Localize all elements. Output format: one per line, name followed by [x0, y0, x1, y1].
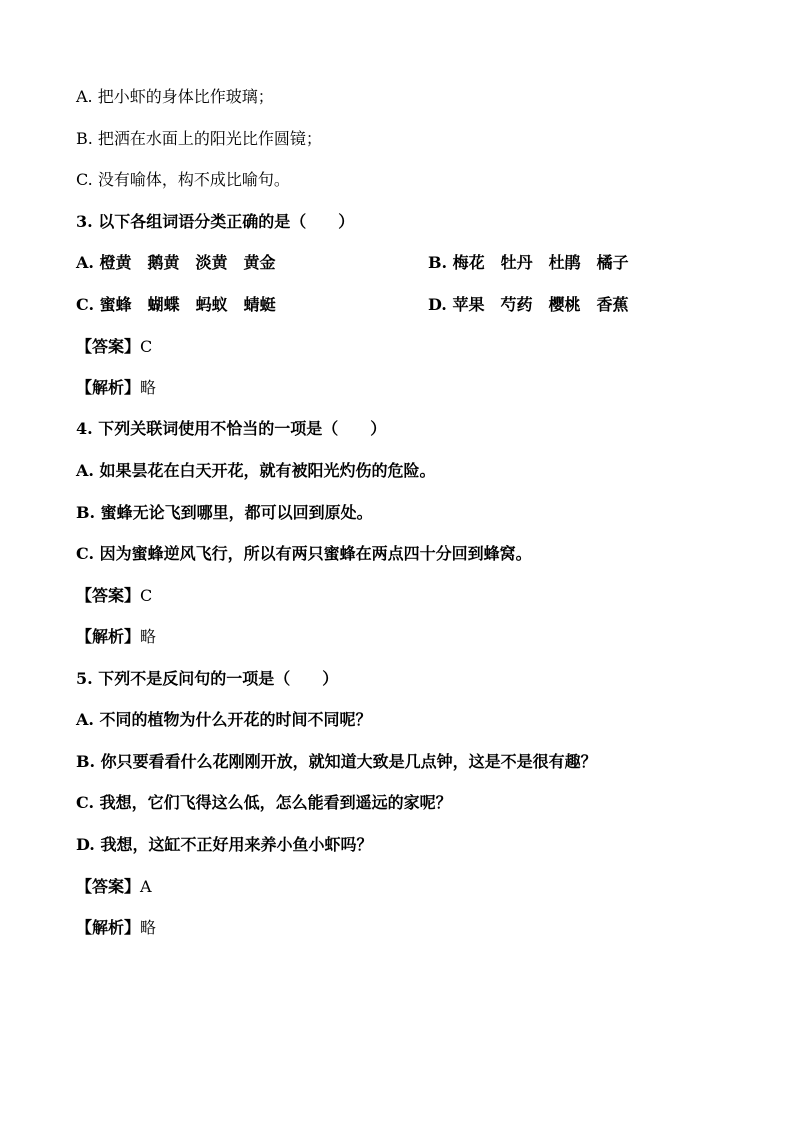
q4-option-a: A. 如果昙花在白天开花，就有被阳光灼伤的危险。	[76, 461, 436, 480]
q3-option-d: D. 苹果 芍药 樱桃 香蕉	[428, 295, 629, 314]
q3-options-row2	[76, 295, 629, 315]
q3-option-b: B. 梅花 牡丹 杜鹃 橘子	[428, 253, 629, 272]
q2-option-b: B. 把洒在水面上的阳光比作圆镜；	[76, 129, 322, 148]
q5-option-d: D. 我想，这缸不正好用来养小鱼小虾吗？	[76, 835, 373, 854]
q5-option-b: B. 你只要看看什么花刚刚开放，就知道大致是几点钟，这是不是很有趣？	[76, 752, 597, 771]
analysis-value: 略	[140, 378, 157, 397]
q5-option-c: C. 我想，它们飞得这么低，怎么能看到遥远的家呢？	[76, 793, 452, 812]
answer-label: 【答案】	[76, 877, 141, 896]
analysis-label: 【解析】	[76, 918, 141, 937]
answer-value: C	[140, 586, 153, 605]
q3-option-a: A. 橙黄 鹅黄 淡黄 黄金	[76, 253, 276, 272]
q5-answer	[76, 877, 152, 897]
q4-stem: 4. 下列关联词使用不恰当的一项是（ ）	[76, 419, 387, 438]
q2-option-c: C. 没有喻体，构不成比喻句。	[76, 170, 290, 189]
q3-answer	[76, 337, 152, 357]
answer-value: A	[140, 877, 152, 896]
q5-analysis	[76, 918, 156, 938]
q4-option-b: B. 蜜蜂无论飞到哪里，都可以回到原处。	[76, 503, 373, 522]
q4-analysis	[76, 627, 156, 647]
analysis-value: 略	[140, 918, 157, 937]
answer-label: 【答案】	[76, 337, 141, 356]
q2-option-a: A. 把小虾的身体比作玻璃；	[76, 87, 274, 106]
q3-stem: 3. 以下各组词语分类正确的是（ ）	[76, 212, 355, 231]
q3-analysis	[76, 378, 156, 398]
answer-value: C	[140, 337, 153, 356]
answer-label: 【答案】	[76, 586, 141, 605]
analysis-value: 略	[140, 627, 157, 646]
analysis-label: 【解析】	[76, 378, 141, 397]
q4-option-c: C. 因为蜜蜂逆风飞行，所以有两只蜜蜂在两点四十分回到蜂窝。	[76, 544, 532, 563]
q3-option-c: C. 蜜蜂 蝴蝶 蚂蚁 蜻蜓	[76, 295, 276, 314]
q5-option-a: A. 不同的植物为什么开花的时间不同呢？	[76, 710, 372, 729]
analysis-label: 【解析】	[76, 627, 141, 646]
q4-answer	[76, 586, 152, 606]
q5-stem: 5. 下列不是反问句的一项是（ ）	[76, 669, 339, 688]
q3-options-row1	[76, 253, 629, 273]
